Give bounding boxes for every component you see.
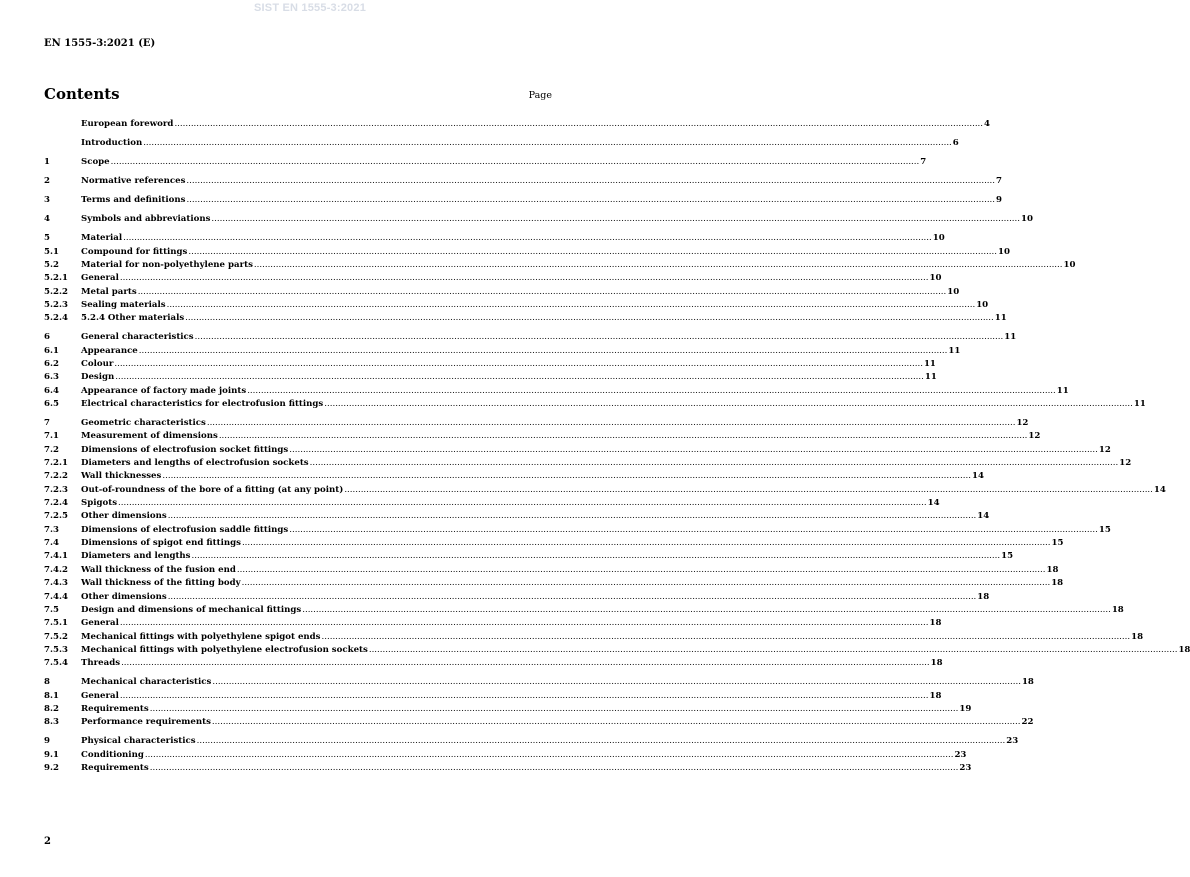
toc-dot-leader [242,538,1051,548]
toc-dot-leader [324,399,1133,409]
toc-dot-leader [185,313,994,323]
toc-entry[interactable] [44,538,1064,551]
toc-entry-page: 14 [971,471,984,482]
toc-entry[interactable] [44,332,1017,345]
toc-entry-title: Compound for fittings [81,246,188,257]
toc-entry-title: Material for non-polyethylene parts [81,259,253,270]
toc-entry-page: 11 [1056,385,1069,396]
toc-dot-leader [150,763,959,773]
toc-entry-title: Symbols and abbreviations [81,214,211,225]
toc-entry-title: 5.2.4 Other materials [81,313,185,324]
toc-entry-number: 5.2.1 [44,273,68,284]
toc-dot-leader [114,359,923,369]
toc-entry-number: 7.5.3 [44,644,68,655]
toc-entry-title: Sealing materials [81,299,166,310]
toc-entry[interactable] [44,246,1010,260]
toc-entry-number: 7.4.4 [44,591,68,602]
toc-entry-page: 18 [1111,604,1124,615]
toc-entry-page: 10 [929,273,942,284]
toc-entry-page: 9 [996,195,1003,206]
toc-entry-number: 3 [44,195,50,206]
toc-dot-leader [302,605,1111,615]
toc-entry-number: 7.4.2 [44,564,68,575]
toc-entry-number: 7.4.1 [44,551,68,562]
toc-entry-number: 7.2.5 [44,511,68,522]
toc-entry[interactable] [44,763,972,776]
toc-entry-page: 12 [1098,444,1111,455]
toc-entry[interactable] [44,444,1111,458]
toc-entry-title: General [81,618,119,629]
toc-entry-page: 11 [948,345,961,356]
toc-dot-leader [219,431,1028,441]
toc-entry[interactable] [44,299,989,313]
toc-entry-page: 14 [927,498,940,509]
toc-entry-page: 14 [977,511,990,522]
toc-dot-leader [168,592,977,602]
toc-entry-page: 18 [1046,564,1059,575]
toc-entry-title: Geometric characteristics [81,418,206,429]
toc-entry-page: 23 [959,763,972,773]
toc-entry-title: European foreword [81,119,174,129]
toc-entry[interactable] [44,214,1033,227]
toc-entry-page: 15 [1001,551,1014,562]
toc-entry[interactable] [44,631,1144,645]
toc-entry-page: 12 [1119,458,1132,469]
toc-dot-leader [162,471,971,481]
toc-entry[interactable] [44,498,940,511]
toc-entry-title: Scope [81,157,110,168]
toc-entry-page: 7 [920,157,927,168]
toc-entry[interactable] [44,431,1041,444]
toc-dot-leader [115,372,924,382]
toc-entry-title: Requirements [81,703,149,714]
toc-entry-title: General [81,690,119,701]
toc-entry[interactable] [44,604,1124,618]
toc-entry[interactable] [44,385,1069,399]
toc-entry-number: 5.2.3 [44,299,68,310]
toc-dot-leader [118,498,927,508]
toc-entry-title: Design [81,372,115,383]
toc-entry-title: Spigots [81,498,118,509]
toc-dot-leader [186,195,995,205]
toc-entry-number: 9.1 [44,749,59,760]
toc-entry-page: 10 [947,286,960,297]
toc-entry[interactable] [44,578,1064,591]
toc-entry[interactable] [44,138,959,151]
toc-entry-number: 5.2.2 [44,286,68,297]
toc-dot-leader [120,273,929,283]
toc-dot-leader [197,736,1006,746]
toc-entry-title: Introduction [81,138,143,149]
toc-entry-page: 6 [952,138,959,149]
toc-dot-leader [150,704,959,714]
toc-entry-title: Diameters and lengths of electrofusion sockets [81,458,309,469]
toc-entry-number: 7.5.1 [44,618,68,629]
toc-entry[interactable] [44,471,984,484]
toc-entry-page: 4 [984,119,991,129]
toc-dot-leader [120,691,929,701]
toc-entry-title: Diameters and lengths [81,551,191,562]
toc-entry-title: Metal parts [81,286,137,297]
toc-entry-number: 7.5.4 [44,658,68,669]
toc-entry-number: 8 [44,677,50,688]
toc-entry[interactable] [44,259,1076,273]
toc-entry-number: 5 [44,233,50,244]
toc-entry-page: 12 [1016,418,1029,429]
toc-entry-title: Wall thicknesses [81,471,162,482]
toc-entry-title: General characteristics [81,332,194,343]
toc-entry-title: Performance requirements [81,717,211,728]
toc-dot-leader [121,658,930,668]
toc-entry-page: 18 [1051,578,1064,589]
toc-entry[interactable] [44,551,1014,564]
table-of-contents [44,119,1190,776]
toc-entry[interactable] [44,658,943,671]
toc-entry-number: 7.2.1 [44,458,68,469]
toc-entry[interactable] [44,273,942,286]
toc-entry-number: 8.3 [44,717,59,728]
toc-dot-leader [310,458,1119,468]
toc-dot-leader [174,119,983,129]
toc-entry-number: 5.1 [44,246,59,257]
toc-entry-number: 7 [44,418,50,429]
toc-entry-title: Design and dimensions of mechanical fittings [81,604,302,615]
toc-entry[interactable] [44,690,942,704]
toc-entry-page: 22 [1021,717,1034,728]
toc-dot-leader [289,525,1098,535]
toc-dot-leader [138,287,947,297]
toc-entry-title: Dimensions of electrofusion saddle fittings [81,524,289,535]
toc-entry-title: Measurement of dimensions [81,431,218,442]
toc-entry-number: 6.4 [44,385,59,396]
toc-entry-page: 15 [1051,538,1064,549]
toc-dot-leader [111,157,920,167]
toc-entry-title: Appearance [81,345,138,356]
toc-entry-number: 6.2 [44,358,59,369]
page-column-label: Page [528,90,552,101]
toc-dot-leader [344,485,1153,495]
toc-entry-title: Dimensions of spigot end fittings [81,538,241,549]
toc-dot-leader [167,300,976,310]
toc-entry[interactable] [44,484,1166,498]
toc-entry-number: 7.2.2 [44,471,68,482]
toc-entry-number: 6.1 [44,345,59,356]
toc-entry[interactable] [44,524,1111,538]
toc-entry-number: 6.3 [44,372,59,383]
toc-entry[interactable] [44,618,942,631]
toc-entry-title: Conditioning [81,749,144,760]
toc-entry-page: 19 [959,703,972,714]
toc-entry-number: 5.2.4 [44,313,68,324]
toc-entry-number: 8.1 [44,690,59,701]
toc-dot-leader [192,551,1001,561]
toc-entry-page: 18 [977,591,990,602]
toc-entry[interactable] [44,195,1003,208]
toc-entry-page: 11 [923,358,936,369]
toc-entry[interactable] [44,511,990,524]
toc-dot-leader [188,247,997,257]
toc-dot-leader [143,138,952,148]
toc-entry-title: Physical characteristics [81,736,196,747]
toc-entry[interactable] [44,736,1019,749]
toc-entry-title: Other dimensions [81,591,167,602]
toc-entry-title: Threads [81,658,121,669]
toc-entry[interactable] [44,717,1034,730]
toc-entry[interactable] [44,372,937,385]
toc-dot-leader [195,332,1004,342]
toc-entry[interactable] [44,176,1002,189]
toc-entry-page: 10 [976,299,989,310]
toc-entry-page: 18 [929,690,942,701]
toc-entry-page: 11 [1004,332,1017,343]
toc-dot-leader [212,717,1021,727]
toc-entry-number: 7.4 [44,538,59,549]
toc-entry[interactable] [44,564,1059,578]
toc-entry-title: Mechanical fittings with polyethylene spigot ends [81,631,321,642]
page-title: Contents [44,85,120,103]
toc-entry[interactable] [44,418,1029,431]
watermark: SIST EN 1555-3:2021 [253,2,367,14]
toc-entry-page: 7 [996,176,1002,187]
toc-entry-number: 7.1 [44,431,59,442]
toc-entry-title: Wall thickness of the fitting body [81,578,241,589]
toc-entry-page: 10 [1021,214,1033,225]
toc-entry-title: Terms and definitions [81,195,186,206]
toc-entry-title: General [81,273,119,284]
toc-entry-title: Out-of-roundness of the bore of a fitting (at any point) [81,484,344,495]
toc-entry[interactable] [44,157,927,170]
toc-entry-title: Normative references [81,176,186,187]
toc-entry[interactable] [44,399,1146,412]
toc-dot-leader [207,418,1016,428]
toc-entry-number: 8.2 [44,703,59,714]
toc-entry-title: Dimensions of electrofusion socket fittings [81,444,289,455]
toc-entry-number: 9.2 [44,763,59,773]
toc-dot-leader [211,214,1020,224]
toc-entry-page: 18 [1131,631,1144,642]
toc-entry-page: 18 [930,658,943,669]
toc-entry-page: 10 [1063,259,1076,270]
toc-entry-number: 2 [44,176,50,187]
toc-entry[interactable] [44,458,1132,471]
toc-dot-leader [212,677,1021,687]
toc-entry-number: 7.2.3 [44,484,68,495]
toc-entry-number: 5.2 [44,259,59,270]
toc-dot-leader [289,445,1098,455]
toc-entry-page: 11 [924,372,937,383]
page-number: 2 [44,836,51,847]
toc-entry[interactable] [44,749,967,763]
toc-entry-title: Electrical characteristics for electrofusion fittings [81,399,324,409]
toc-entry-number: 7.5.2 [44,631,68,642]
toc-entry[interactable] [44,345,961,359]
toc-dot-leader [254,260,1063,270]
toc-entry-page: 10 [932,233,945,244]
toc-entry-number: 1 [44,157,50,168]
toc-entry-page: 11 [994,313,1007,324]
toc-entry-title: Wall thickness of the fusion end [81,564,236,575]
toc-entry-page: 18 [1021,677,1034,688]
toc-entry[interactable] [44,591,990,605]
toc-dot-leader [145,750,954,760]
toc-entry-page: 10 [998,246,1010,257]
toc-entry[interactable] [44,703,972,717]
toc-entry-page: 23 [954,749,967,760]
toc-entry-number: 7.4.3 [44,578,68,589]
toc-entry[interactable] [44,233,945,246]
toc-dot-leader [186,176,995,186]
toc-dot-leader [120,618,929,628]
toc-entry-title: Mechanical fittings with polyethylene electrofusion sockets [81,644,368,655]
toc-dot-leader [247,386,1056,396]
document-id: EN 1555-3:2021 (E) [44,38,156,49]
toc-entry-number: 7.3 [44,524,59,535]
toc-dot-leader [369,645,1178,655]
toc-dot-leader [322,632,1131,642]
toc-entry-number: 9 [44,736,50,747]
toc-entry-page: 14 [1153,484,1166,495]
toc-entry-page: 23 [1006,736,1019,747]
toc-entry-page: 11 [1133,399,1146,409]
toc-entry-title: Material [81,233,123,244]
toc-entry[interactable] [44,313,1007,326]
toc-entry-page: 15 [1098,524,1111,535]
toc-entry[interactable] [44,358,936,372]
toc-entry-number: 4 [44,214,50,225]
toc-entry-number: 7.2 [44,444,59,455]
toc-entry-title: Colour [81,358,114,369]
toc-entry-title: Mechanical characteristics [81,677,212,688]
toc-entry-title: Other dimensions [81,511,167,522]
toc-entry[interactable] [44,286,960,300]
toc-entry-number: 6 [44,332,50,343]
toc-entry-number: 7.2.4 [44,498,68,509]
toc-entry[interactable] [44,644,1190,658]
toc-entry[interactable] [44,677,1034,690]
toc-dot-leader [237,565,1046,575]
toc-dot-leader [139,346,948,356]
toc-dot-leader [123,233,932,243]
toc-entry-number: 6.5 [44,399,59,409]
toc-entry-title: Requirements [81,763,149,773]
toc-entry[interactable] [44,119,991,132]
toc-dot-leader [168,511,977,521]
toc-entry-page: 18 [929,618,942,629]
toc-entry-page: 18 [1178,644,1190,655]
toc-dot-leader [242,578,1051,588]
toc-entry-page: 12 [1028,431,1041,442]
toc-entry-title: Appearance of factory made joints [81,385,247,396]
toc-entry-number: 7.5 [44,604,59,615]
